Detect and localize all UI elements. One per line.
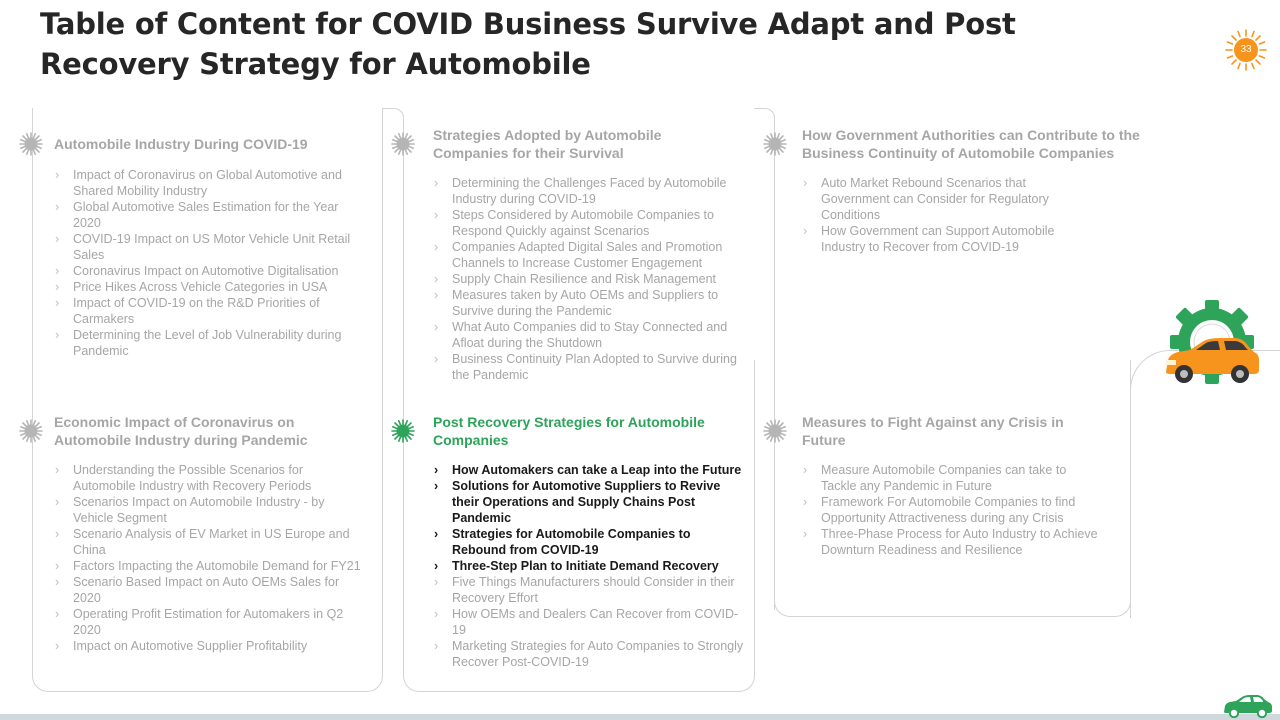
toc-item[interactable]: › Determining the Level of Job Vulnerability during Pandemic <box>54 327 364 359</box>
toc-item-highlighted[interactable]: › Strategies for Automobile Companies to Rebound from COVID-19 <box>433 526 745 558</box>
toc-item[interactable]: › Supply Chain Resilience and Risk Management <box>433 271 745 287</box>
toc-item[interactable]: › Three-Phase Process for Auto Industry to Achieve Downturn Readiness and Resilience <box>802 526 1102 558</box>
toc-item[interactable]: › Business Continuity Plan Adopted to Survive during the Pandemic <box>433 351 745 383</box>
toc-item[interactable]: › Factors Impacting the Automobile Demand for FY21 <box>54 558 364 574</box>
virus-icon <box>390 131 416 157</box>
toc-item[interactable]: › Price Hikes Across Vehicle Categories in USA <box>54 279 364 295</box>
toc-item-highlighted[interactable]: › Three-Step Plan to Initiate Demand Recovery <box>433 558 745 574</box>
toc-item[interactable]: › Understanding the Possible Scenarios for Automobile Industry with Recovery Periods <box>54 462 364 494</box>
toc-item[interactable]: › COVID-19 Impact on US Motor Vehicle Unit Retail Sales <box>54 231 364 263</box>
virus-icon <box>762 418 788 444</box>
slide-title: Table of Content for COVID Business Survive Adapt and Post Recovery Strategy for Automobile <box>40 7 1016 81</box>
frame-illustration <box>1130 350 1280 618</box>
toc-item[interactable]: › Determining the Challenges Faced by Automobile Industry during COVID-19 <box>433 175 745 207</box>
virus-icon <box>18 418 44 444</box>
toc-item[interactable]: › Scenarios Impact on Automobile Industry - by Vehicle Segment <box>54 494 364 526</box>
toc-item-highlighted[interactable]: › How Automakers can take a Leap into the Future <box>433 462 745 478</box>
car-icon <box>1222 694 1274 718</box>
frame-connector-2 <box>754 108 775 610</box>
toc-item[interactable]: › Global Automotive Sales Estimation for the Year 2020 <box>54 199 364 231</box>
toc-item[interactable]: › Impact on Automotive Supplier Profitability <box>54 638 364 654</box>
toc-section-automobile-industry[interactable] <box>54 135 364 359</box>
toc-item[interactable]: › Operating Profit Estimation for Automakers in Q2 2020 <box>54 606 364 638</box>
toc-item[interactable]: › Five Things Manufacturers should Consider in their Recovery Effort <box>433 574 745 606</box>
page-number: 33 <box>1240 44 1252 55</box>
toc-item[interactable]: › Impact of COVID-19 on the R&D Priorities of Carmakers <box>54 295 364 327</box>
section-title[interactable]: How Government Authorities can Contribute to the Business Continuity of Automobile Companies <box>802 127 1140 161</box>
toc-section-post-recovery[interactable] <box>433 413 745 670</box>
toc-section-crisis-measures[interactable] <box>802 413 1112 558</box>
virus-icon <box>762 131 788 157</box>
toc-item[interactable]: › Steps Considered by Automobile Companies to Respond Quickly against Scenarios <box>433 207 745 239</box>
toc-item[interactable]: › What Auto Companies did to Stay Connected and Afloat during the Shutdown <box>433 319 745 351</box>
toc-item[interactable]: › Marketing Strategies for Auto Companies to Strongly Recover Post-COVID-19 <box>433 638 745 670</box>
toc-item[interactable]: › Measure Automobile Companies can take to Tackle any Pandemic in Future <box>802 462 1102 494</box>
section-title[interactable]: Post Recovery Strategies for Automobile Companies <box>433 414 705 448</box>
frame-connector-1 <box>383 108 404 610</box>
toc-item[interactable]: › Coronavirus Impact on Automotive Digitalisation <box>54 263 364 279</box>
toc-item[interactable]: › Companies Adapted Digital Sales and Promotion Channels to Increase Customer Engagement <box>433 239 745 271</box>
car-gear-icon <box>1160 298 1264 390</box>
toc-section-government-contribution[interactable] <box>802 126 1168 255</box>
virus-icon <box>18 131 44 157</box>
section-title[interactable]: Automobile Industry During COVID-19 <box>54 136 308 152</box>
toc-item-highlighted[interactable]: › Solutions for Automotive Suppliers to Revive their Operations and Supply Chains Post Pandemic <box>433 478 745 526</box>
toc-item[interactable]: › Auto Market Rebound Scenarios that Government can Consider for Regulatory Conditions <box>802 175 1082 223</box>
section-title[interactable]: Strategies Adopted by Automobile Companies for their Survival <box>433 127 662 161</box>
toc-section-economic-impact[interactable] <box>54 413 364 654</box>
toc-item[interactable]: › Impact of Coronavirus on Global Automotive and Shared Mobility Industry <box>54 167 364 199</box>
toc-item[interactable]: › Framework For Automobile Companies to find Opportunity Attractiveness during any Crisis <box>802 494 1102 526</box>
virus-icon <box>390 418 416 444</box>
section-title[interactable]: Economic Impact of Coronavirus on Automobile Industry during Pandemic <box>54 414 308 448</box>
toc-item[interactable]: › How OEMs and Dealers Can Recover from COVID-19 <box>433 606 745 638</box>
toc-item[interactable]: › Measures taken by Auto OEMs and Suppliers to Survive during the Pandemic <box>433 287 745 319</box>
footer-bar <box>0 714 1280 720</box>
toc-item[interactable]: › Scenario Analysis of EV Market in US Europe and China <box>54 526 364 558</box>
toc-item[interactable]: › How Government can Support Automobile Industry to Recover from COVID-19 <box>802 223 1082 255</box>
toc-item[interactable]: › Scenario Based Impact on Auto OEMs Sales for 2020 <box>54 574 364 606</box>
section-title[interactable]: Measures to Fight Against any Crisis in Future <box>802 414 1064 448</box>
toc-section-survival-strategies[interactable] <box>433 126 745 383</box>
